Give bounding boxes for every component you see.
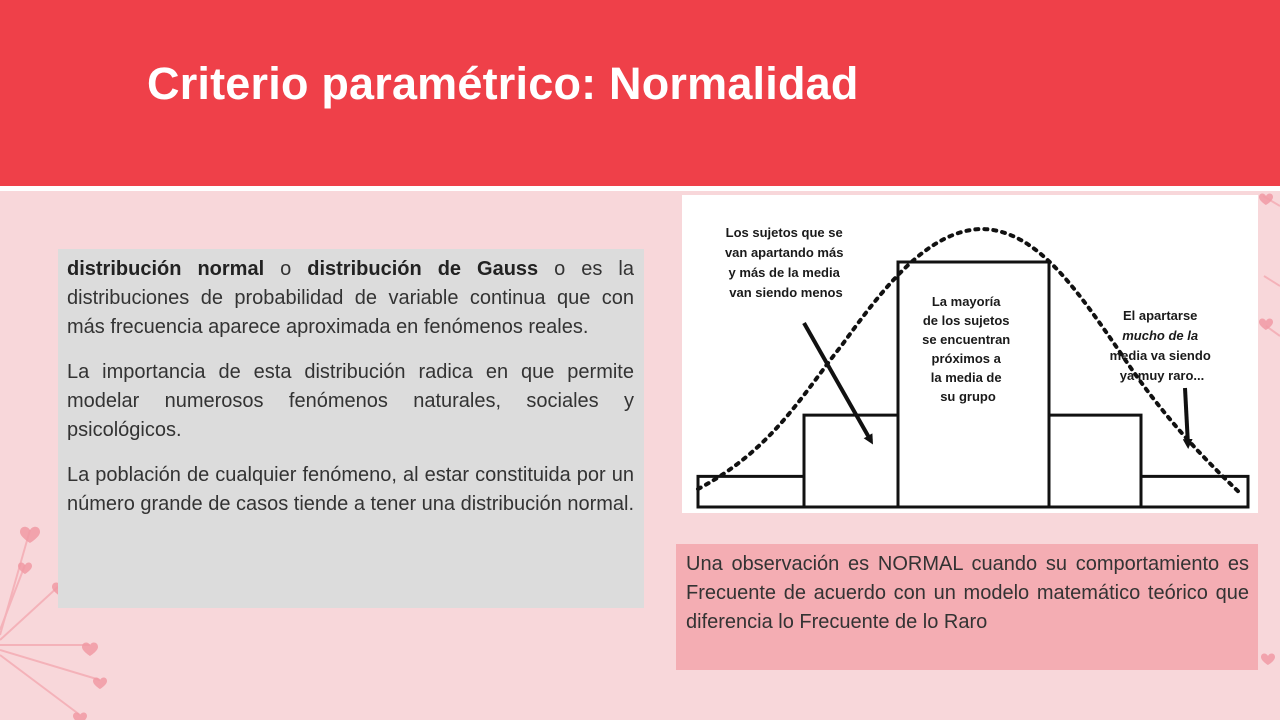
histogram-diagram bbox=[682, 195, 1258, 513]
bar-left bbox=[804, 415, 898, 507]
left-label: Los sujetos que se van apartando más y más de la media van siendo menos bbox=[724, 225, 844, 300]
center-label: La mayoría de los sujetos se encuentran próximos a la media de su grupo bbox=[922, 294, 1011, 404]
bar-right bbox=[1049, 415, 1141, 507]
page-title: Criterio paramétrico: Normalidad bbox=[147, 58, 859, 109]
population-paragraph: La población de cualquier fenómeno, al estar constituida por un número grande de casos tiende a tener una distribución normal. bbox=[67, 464, 635, 515]
normal-distribution-figure bbox=[682, 195, 1258, 513]
term-gauss-distribution: distribución de Gauss bbox=[307, 258, 539, 280]
header-divider bbox=[0, 186, 1280, 191]
definition-paragraph bbox=[67, 255, 634, 342]
importance-paragraph: La importancia de esta distribución radica en que permite modelar numerosos fenómenos naturales, sociales y psicológicos. bbox=[67, 361, 634, 441]
normal-observation-note: Una observación es NORMAL cuando su comportamiento es Frecuente de acuerdo con un modelo matemático teórico que diferencia lo Frecuente de lo Raro bbox=[676, 544, 1258, 670]
emphasis-mucho: mucho de la bbox=[1122, 328, 1199, 343]
bar-far-right bbox=[1141, 476, 1248, 507]
definition-box bbox=[58, 249, 644, 608]
right-label: El apartarse mucho de la media va siendo ya muy raro... bbox=[1109, 308, 1211, 383]
decorative-hearts-right bbox=[1258, 186, 1280, 720]
term-normal-distribution: distribución normal bbox=[67, 258, 265, 280]
conjunction: o bbox=[264, 258, 308, 280]
definition-text: o es la distribuciones de probabilidad de variable continua que con más frecuencia aparece aproximada en fenómenos reales. bbox=[67, 258, 634, 338]
